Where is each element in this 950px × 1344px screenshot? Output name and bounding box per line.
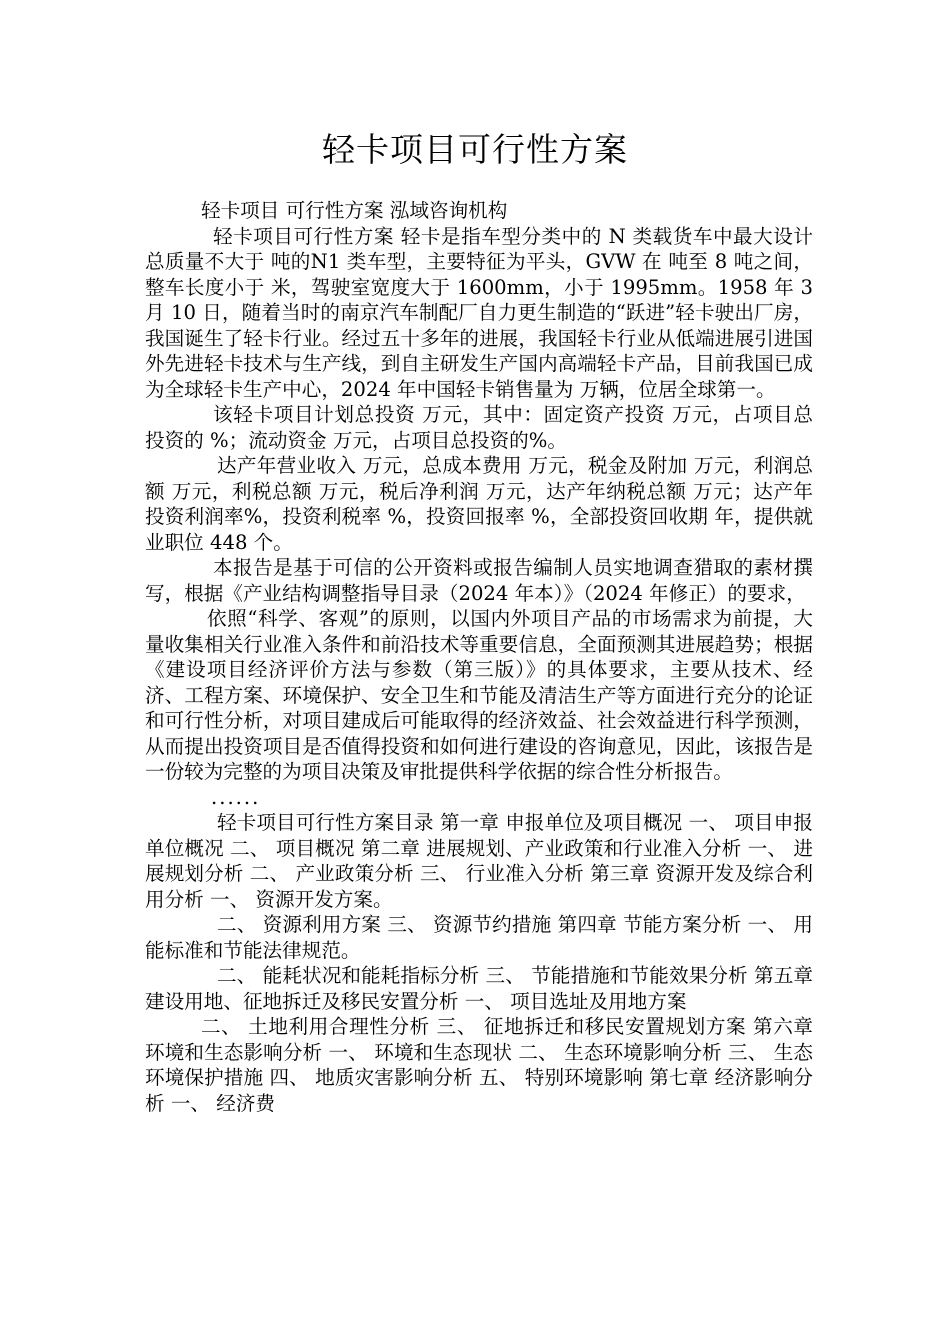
toc-paragraph-2: 二、 资源利用方案 三、 资源节约措施 第四章 节能方案分析 一、 用能标准和节能法律规范。 xyxy=(145,913,813,962)
basis-paragraph: 本报告是基于可信的公开资料或报告编制人员实地调查猎取的素材撰写，根据《产业结构调整指导目录（2024 年本）》（2024 年修正）的要求， xyxy=(145,556,813,605)
document-title: 轻卡项目可行性方案 xyxy=(322,130,628,169)
toc-paragraph-4: 二、 土地利用合理性分析 三、 征地拆迁和移民安置规划方案 第六章 环境和生态影响分析 一、 环境和生态现状 二、 生态环境影响分析 三、 生态环境保护措施 四、 地质灾害影响分析 五、 特别环境影响 第七章 经济影响分析 一、 经济费 xyxy=(145,1015,813,1115)
intro-paragraph: 轻卡项目可行性方案 轻卡是指车型分类中的 N 类载货车中最大设计总质量不大于 吨的N1 类车型，主要特征为平头，GVW 在 吨至 8 吨之间，整车长度小于 米，驾驶室宽度大于 1600mm，小于 1995mm。1958 年 3 月 10 日，随着当时的南京汽车制配厂自力更生制造的“跃进”轻卡驶出厂房，我国诞生了轻卡行业。经过五十多年的进展，我国轻卡行业从低端进展引进国外先进轻卡技术与生产线，到自主研发生产国内高端轻卡产品，目前我国已成为全球轻卡生产中心，2024 年中国轻卡销售量为 万辆，位居全球第一。 xyxy=(145,224,813,401)
principle-paragraph: 依照“科学、客观”的原则，以国内外项目产品的市场需求为前提，大量收集相关行业准入条件和前沿技术等重要信息，全面预测其进展趋势；根据《建设项目经济评价方法与参数（第三版）》的具体要求，主要从技术、经济、工程方案、环境保护、安全卫生和节能及清洁生产等方面进行充分的论证和可行性分析，对项目建成后可能取得的经济效益、社会效益进行科学预测，从而提出投资项目是否值得投资和如何进行建设的咨询意见，因此，该报告是一份较为完整的为项目决策及审批提供科学依据的综合性分析报告。 xyxy=(145,607,813,783)
revenue-paragraph: 达产年营业收入 万元，总成本费用 万元，税金及附加 万元，利润总额 万元，利税总额 万元，税后净利润 万元，达产年纳税总额 万元；达产年投资利润率%，投资利税率 %，投资回报率 %，全部投资回收期 年，提供就业职位 448 个。 xyxy=(145,454,813,554)
investment-paragraph: 该轻卡项目计划总投资 万元，其中：固定资产投资 万元，占项目总投资的 %；流动资金 万元，占项目总投资的%。 xyxy=(145,403,813,452)
byline-paragraph: 轻卡项目 可行性方案 泓域咨询机构 xyxy=(201,199,508,222)
toc-paragraph-1: 轻卡项目可行性方案目录 第一章 申报单位及项目概况 一、 项目申报单位概况 二、 项目概况 第二章 进展规划、产业政策和行业准入分析 一、 进展规划分析 二、 产业政策分析 三、 行业准入分析 第三章 资源开发及综合利用分析 一、 资源开发方案。 xyxy=(145,811,813,911)
toc-paragraph-3: 二、 能耗状况和能耗指标分析 三、 节能措施和节能效果分析 第五章 建设用地、征地拆迁及移民安置分析 一、 项目选址及用地方案 xyxy=(145,964,813,1013)
ellipsis: ...... xyxy=(211,785,261,809)
document-body xyxy=(145,198,813,1116)
